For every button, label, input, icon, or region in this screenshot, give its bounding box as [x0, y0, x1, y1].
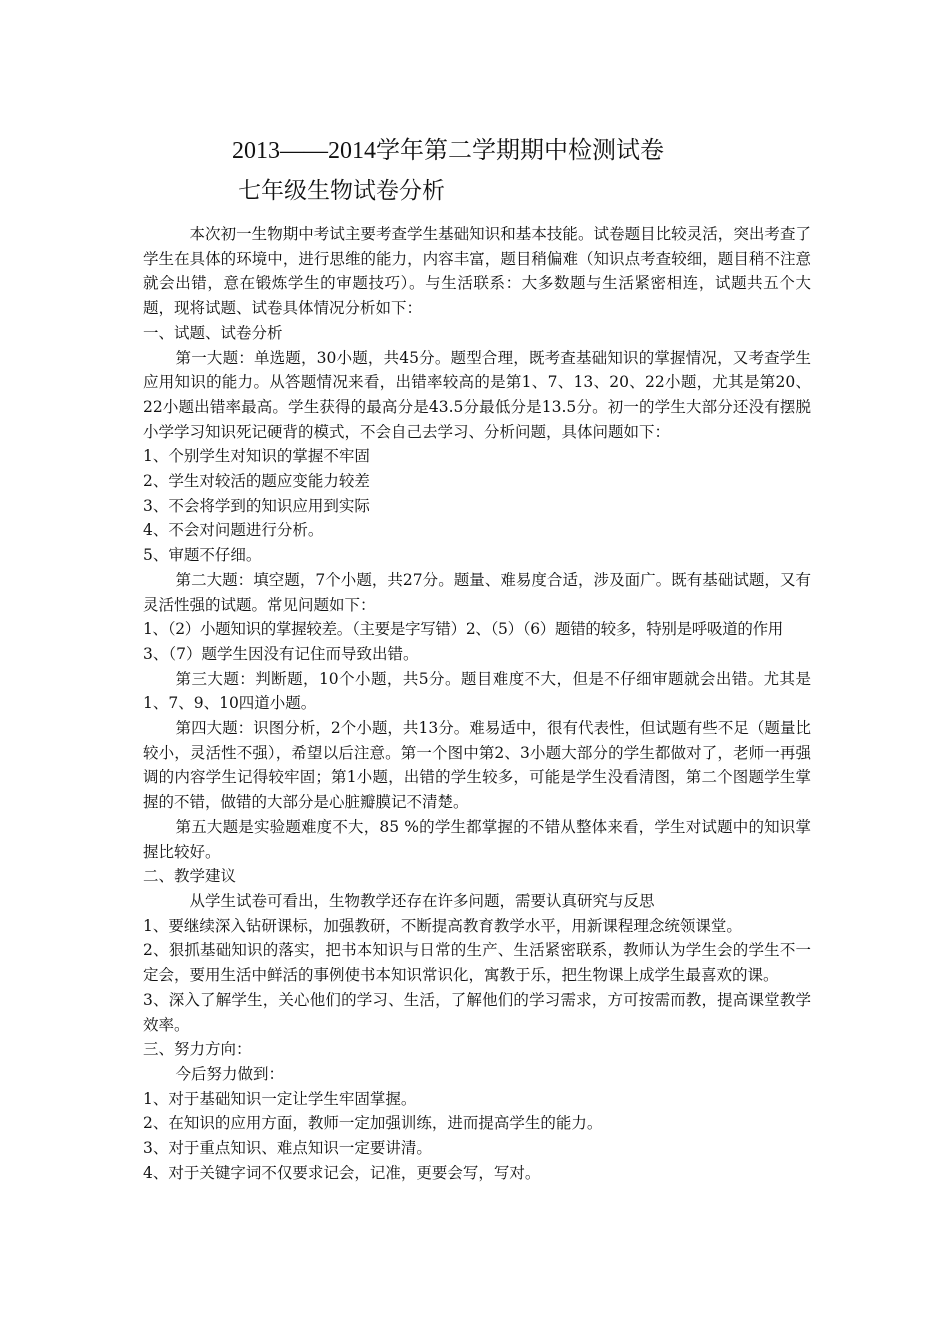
part5-paragraph: 第五大题是实验题难度不大，85 %的学生都掌握的不错从整体来看，学生对试题中的知识掌握比较好。: [143, 817, 811, 861]
intro-paragraph: 本次初一生物期中考试主要考查学生基础知识和基本技能。试卷题目比较灵活，突出考查了学生在具体的环境中，进行思维的能力，内容丰富，题目稍偏难（知识点考查较细，题目稍不注意就会出错，意在锻炼学生的审题技巧）。与生活联系：大多数题与生活紧密相连，试题共五个大题，现将试题、试卷具体情况分析如下：: [143, 225, 811, 318]
direction-list-item: 3、对于重点知识、难点知识一定要讲清。: [143, 1139, 432, 1158]
section-heading-direction: 三、努力方向：: [143, 1040, 252, 1059]
part3-paragraph: 第三大题：判断题，10个小题，共5分。题目难度不大，但是不仔细审题就会出错。尤其是1、7、9、10四道小题。: [143, 669, 811, 713]
section-heading-analysis: 一、试题、试卷分析: [143, 323, 283, 342]
suggestions-lead: 从学生试卷可看出，生物教学还存在许多问题，需要认真研究与反思: [189, 891, 655, 910]
direction-list-item: 2、在知识的应用方面，教师一定加强训练，进而提高学生的能力。: [143, 1114, 603, 1133]
part2-item: 3、（7）题学生因没有记住而导致出错。: [143, 644, 419, 663]
direction-list-item: 1、对于基础知识一定让学生牢固掌握。: [143, 1089, 417, 1108]
part1-paragraph: 第一大题：单选题，30小题，共45分。题型合理，既考查基础知识的掌握情况，又考查学生应用知识的能力。从答题情况来看，出错率较高的是第1、7、13、20、22小题，尤其是第20、22小题出错率最高。学生获得的最高分是43.5分最低分是13.5分。初一的学生大部分还没有摆脱小学学习知识死记硬背的模式，不会自己去学习、分析问题，具体问题如下：: [143, 348, 811, 441]
document-title: 2013——2014学年第二学期期中检测试卷: [232, 138, 664, 164]
part4-paragraph: 第四大题：识图分析，2个小题，共13分。难易适中，很有代表性，但试题有些不足（题量比较小，灵活性不强），希望以后注意。第一个图中第2、3小题大部分的学生都做对了，老师一再强调的内容学生记得较牢固；第1小题，出错的学生较多，可能是学生没看清图，第二个图题学生掌握的不错，做错的大部分是心脏瓣膜记不清楚。: [143, 719, 811, 812]
section-heading-suggestions: 二、教学建议: [143, 867, 237, 886]
part2-item: 1、（2）小题知识的掌握较差。（主要是字写错）2、（5）（6）题错的较多，特别是呼吸道的作用: [143, 620, 784, 639]
part1-list-item: 4、不会对问题进行分析。: [143, 521, 324, 540]
document-subtitle: 七年级生物试卷分析: [238, 178, 445, 204]
direction-list-item: 4、对于关键字词不仅要求记会，记准，更要会写，写对。: [143, 1163, 541, 1182]
part1-list-item: 2、学生对较活的题应变能力较差: [143, 472, 370, 491]
part1-list-item: 3、不会将学到的知识应用到实际: [143, 496, 370, 515]
part1-list-item: 5、审题不仔细。: [143, 546, 262, 565]
suggestion-item: 2、狠抓基础知识的落实，把书本知识与日常的生产、生活紧密联系，教师认为学生会的学生不一定会，要用生活中鲜活的事例使书本知识常识化，寓教于乐，把生物课上成学生最喜欢的课。: [143, 941, 811, 985]
document-body: [143, 222, 811, 1185]
suggestion-item: 1、要继续深入钻研课标，加强教研，不断提高教育教学水平，用新课程理念统领课堂。: [143, 916, 742, 935]
suggestion-item: 3、深入了解学生，关心他们的学习、生活，了解他们的学习需求，方可按需而教，提高课堂教学效率。: [143, 990, 811, 1034]
part2-paragraph: 第二大题：填空题，7个小题，共27分。题量、难易度合适，涉及面广。既有基础试题，又有灵活性强的试题。常见问题如下：: [143, 570, 811, 614]
part1-list-item: 1、个别学生对知识的掌握不牢固: [143, 447, 370, 466]
direction-lead: 今后努力做到：: [175, 1064, 285, 1083]
